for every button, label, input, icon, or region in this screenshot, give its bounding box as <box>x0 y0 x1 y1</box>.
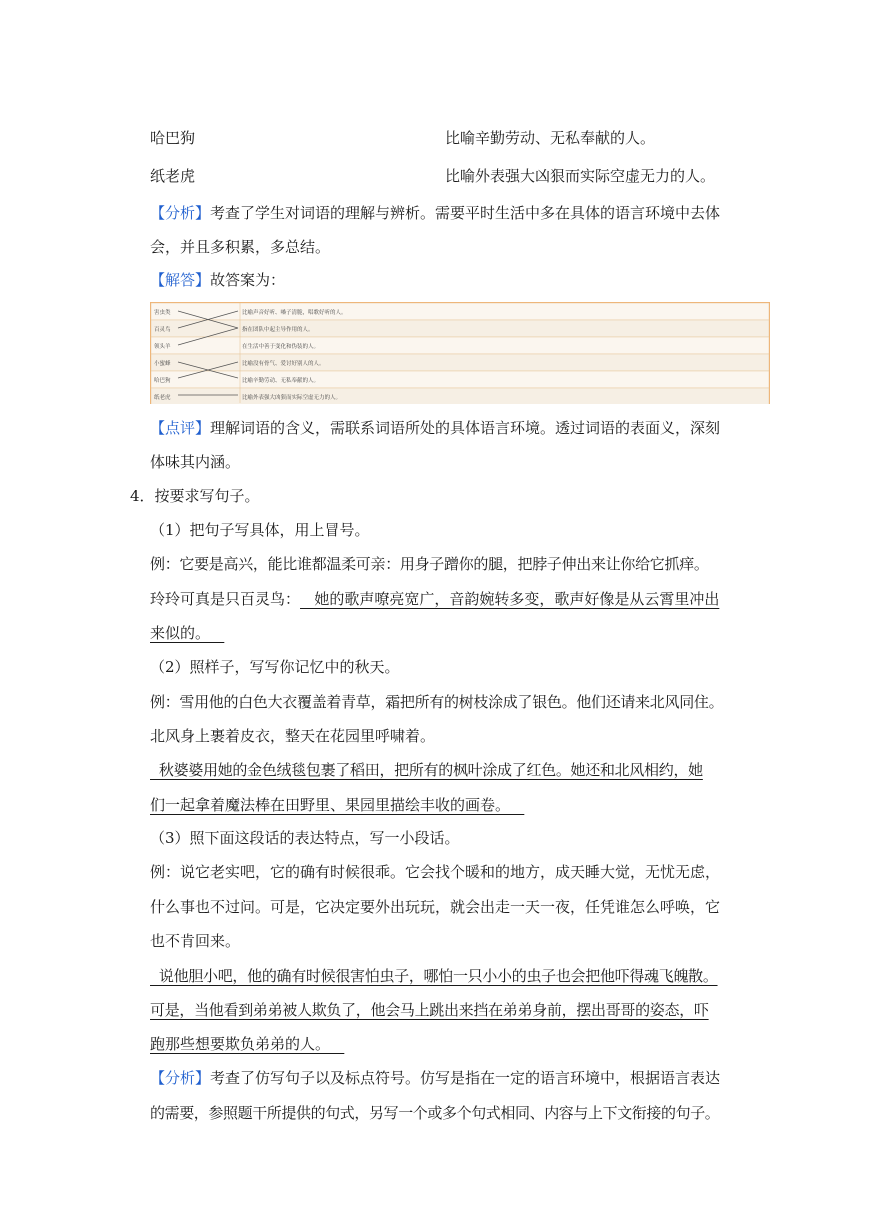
figure-right-label: 比喻外表强大凶狠而实际空虚无力的人。 <box>242 395 342 401</box>
comment-1-text: 理解词语的含义，需联系词语所处的具体语言环境。透过词语的表面义，深刻 <box>210 419 721 437</box>
match-left-2: 纸老虎 <box>150 167 196 185</box>
q4-part-3-example-line-1: 例：说它老实吧，它的确有时候很乖。它会找个暖和的地方，成天睡大觉，无忧无虑， <box>150 863 721 881</box>
comment-tag: 【点评】 <box>150 419 211 437</box>
q4-part-3-title: （3）照下面这段话的表达特点，写一小段话。 <box>150 829 460 847</box>
answer-text: 故答案为： <box>210 271 286 289</box>
analysis-tag: 【分析】 <box>150 204 211 222</box>
analysis-tag: 【分析】 <box>150 1069 211 1087</box>
analysis-2-text: 考查了仿写句子以及标点符号。仿写是指在一定的语言环境中，根据语言表达 <box>210 1069 721 1087</box>
answer-matching-figure <box>150 302 770 404</box>
q4-part-2-answer-line-2: 们一起拿着魔法棒在田野里、果园里描绘丰收的画卷。 <box>150 796 525 814</box>
match-right-1: 比喻辛勤劳动、无私奉献的人。 <box>445 129 656 147</box>
match-left-1: 哈巴狗 <box>150 129 196 147</box>
q4-part-3-answer-line-1: 说他胆小吧，他的确有时候很害怕虫子，哪怕一只小小的虫子也会把他吓得魂飞魄散。 <box>150 967 718 985</box>
analysis-1-text: 考查了学生对词语的理解与辨析。需要平时生活中多在具体的语言环境中去体 <box>210 204 721 222</box>
figure-left-label: 哈巴狗 <box>154 378 171 384</box>
match-right-2: 比喻外表强大凶狠而实际空虚无力的人。 <box>445 167 716 185</box>
q4-part-1-title: （1）把句子写具体，用上冒号。 <box>150 521 370 539</box>
figure-left-label: 害虫类 <box>154 310 171 316</box>
comment-1-line-1 <box>150 418 740 438</box>
analysis-2-line-2: 的需要，参照题干所提供的句式，另写一个或多个句式相同、内容与上下文衔接的句子。 <box>150 1104 720 1122</box>
figure-left-label: 纸老虎 <box>154 395 171 401</box>
q4-part-3-answer-line-2: 可是，当他看到弟弟被人欺负了，他会马上跳出来挡在弟弟身前，摆出哥哥的姿态，吓 <box>150 1001 709 1019</box>
figure-right-label: 比喻辛勤劳动、无私奉献的人。 <box>242 378 320 384</box>
analysis-1-line-2: 会，并且多积累，多总结。 <box>150 238 331 256</box>
q4-part-2-example-line-1: 例：雪用他的白色大衣覆盖着青草，霜把所有的树枝涂成了银色。他们还请来北风同住。 <box>150 693 724 711</box>
q4-part-1-answer-line-2: 来似的。 <box>150 624 225 642</box>
q4-part-3-example-line-3: 也不肯回来。 <box>150 932 241 950</box>
q4-part-3-answer-line-3: 跑那些想要欺负弟弟的人。 <box>150 1035 345 1053</box>
q4-part-2-title: （2）照样子，写写你记忆中的秋天。 <box>150 658 400 676</box>
answer-1-line <box>150 270 740 290</box>
q4-part-1-prompt: 玲玲可真是只百灵鸟： <box>150 590 301 608</box>
q4-part-2-answer-line-1: 秋婆婆用她的金色绒毯包裹了稻田，把所有的枫叶涂成了红色。她还和北风相约，她 <box>150 761 703 779</box>
figure-left-label: 小蜜蜂 <box>154 361 171 367</box>
q4-part-1-answer: 她的歌声嘹亮宽广，音韵婉转多变，歌声好像是从云霄里冲出 <box>300 590 720 608</box>
comment-1-line-2: 体味其内涵。 <box>150 453 241 471</box>
q4-part-1-example: 例：它要是高兴，能比谁都温柔可亲：用身子蹭你的腿，把脖子伸出来让你给它抓痒。 <box>150 555 709 573</box>
figure-right-label: 在生活中善于变化和伪装的人。 <box>242 344 320 350</box>
q4-part-2-example-line-2: 北风身上裹着皮衣，整天在花园里呼啸着。 <box>150 727 436 745</box>
figure-right-label: 比喻没有骨气、爱讨好别人的人。 <box>242 361 325 367</box>
analysis-1-line-1 <box>150 203 740 223</box>
q4-part-1-answer-line-1 <box>150 589 740 609</box>
q4-part-3-example-line-2: 什么事也不过问。可是，它决定要外出玩玩，就会出走一天一夜，任凭谁怎么呼唤，它 <box>150 898 721 916</box>
analysis-2-line-1 <box>150 1068 740 1088</box>
figure-left-label: 百灵鸟 <box>154 327 171 333</box>
figure-right-label: 指在团队中起主导作用的人。 <box>242 327 314 333</box>
figure-left-label: 领头羊 <box>154 344 171 350</box>
question-4-title: 4．按要求写句子。 <box>130 487 260 505</box>
figure-right-label: 比喻声音好听、嗓子清脆，唱歌好听的人。 <box>242 310 347 316</box>
answer-tag: 【解答】 <box>150 271 211 289</box>
